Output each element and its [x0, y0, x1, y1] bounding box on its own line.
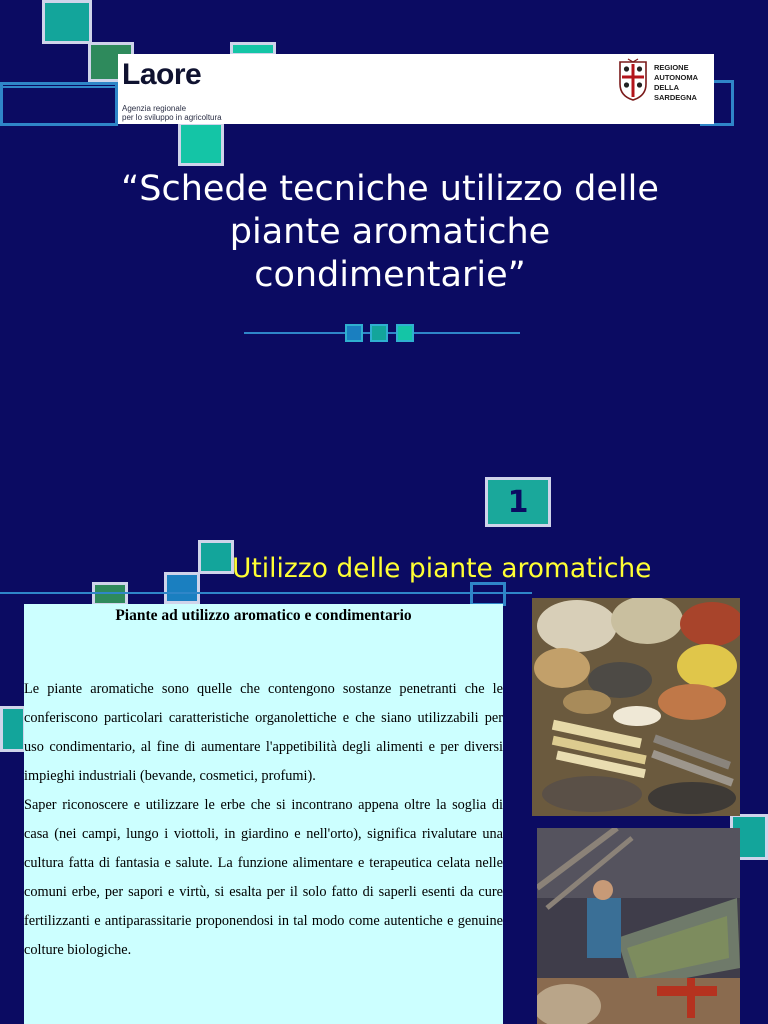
- page-title-line: “Schede tecniche utilizzo delle: [121, 169, 659, 209]
- decor-square: [164, 572, 200, 604]
- divider-square: [396, 324, 414, 342]
- region-label: [654, 63, 714, 103]
- spices-photo: [532, 598, 740, 816]
- logo-name: Laore: [122, 58, 202, 91]
- decor-square: [0, 82, 118, 126]
- decor-square: [0, 706, 26, 752]
- panel-heading: Piante ad utilizzo aromatico e condimentario: [115, 607, 412, 624]
- decor-line: [0, 592, 532, 594]
- page-title-line: condimentarie”: [254, 255, 526, 295]
- herb-processing-photo: [537, 828, 740, 1024]
- decor-square: [92, 582, 128, 606]
- logo-subtitle-line: per lo sviluppo in agricoltura: [122, 113, 222, 122]
- region-label-line: DELLA SARDEGNA: [654, 83, 697, 102]
- text-panel: [24, 604, 503, 1024]
- section-subtitle: Utilizzo delle piante aromatiche: [232, 553, 652, 584]
- slide-number-badge: 1: [485, 477, 551, 527]
- panel-paragraph: Le piante aromatiche sono quelle che contengono sostanze penetranti che le conferiscono particolari caratteristiche organolettiche e che siano utilizzabili per uso condimentario, al fine di aumentare l'appetibilità degli alimenti e per diversi impieghi industriali (bevande, cosmetici, profumi).: [24, 681, 503, 784]
- divider-square: [345, 324, 363, 342]
- region-label-line: AUTONOMA: [654, 73, 699, 82]
- decor-square: [198, 540, 234, 574]
- decor-line: [0, 86, 118, 88]
- decor-square: [470, 582, 506, 606]
- spices-photo-image: [532, 598, 740, 816]
- logo-subtitle: [122, 104, 222, 122]
- logo-banner: [118, 54, 714, 124]
- page-title: [40, 168, 740, 297]
- herb-processing-photo-image: [537, 828, 740, 1024]
- decor-square: [42, 0, 92, 44]
- region-label-line: REGIONE: [654, 63, 689, 72]
- decor-square: [178, 122, 224, 166]
- logo-subtitle-line: Agenzia regionale: [122, 104, 187, 113]
- page-title-line: piante aromatiche: [229, 212, 551, 252]
- panel-paragraph: Saper riconoscere e utilizzare le erbe che si incontrano appena oltre la soglia di casa (nei campi, lungo i viottoli, in giardino e nell'orto), significa rivalutare una cultura fatta di fantasia e salute. La funzione alimentare e terapeutica celata nelle comuni erbe, per sapori e virtù, si esalta per il solo fatto di saperli esenti da cure fertilizzanti e antiparassitarie proponendosi in tal modo come autentiche e genuine colture biologiche.: [24, 797, 503, 958]
- sardinia-crest-icon: [618, 58, 648, 102]
- divider-square: [370, 324, 388, 342]
